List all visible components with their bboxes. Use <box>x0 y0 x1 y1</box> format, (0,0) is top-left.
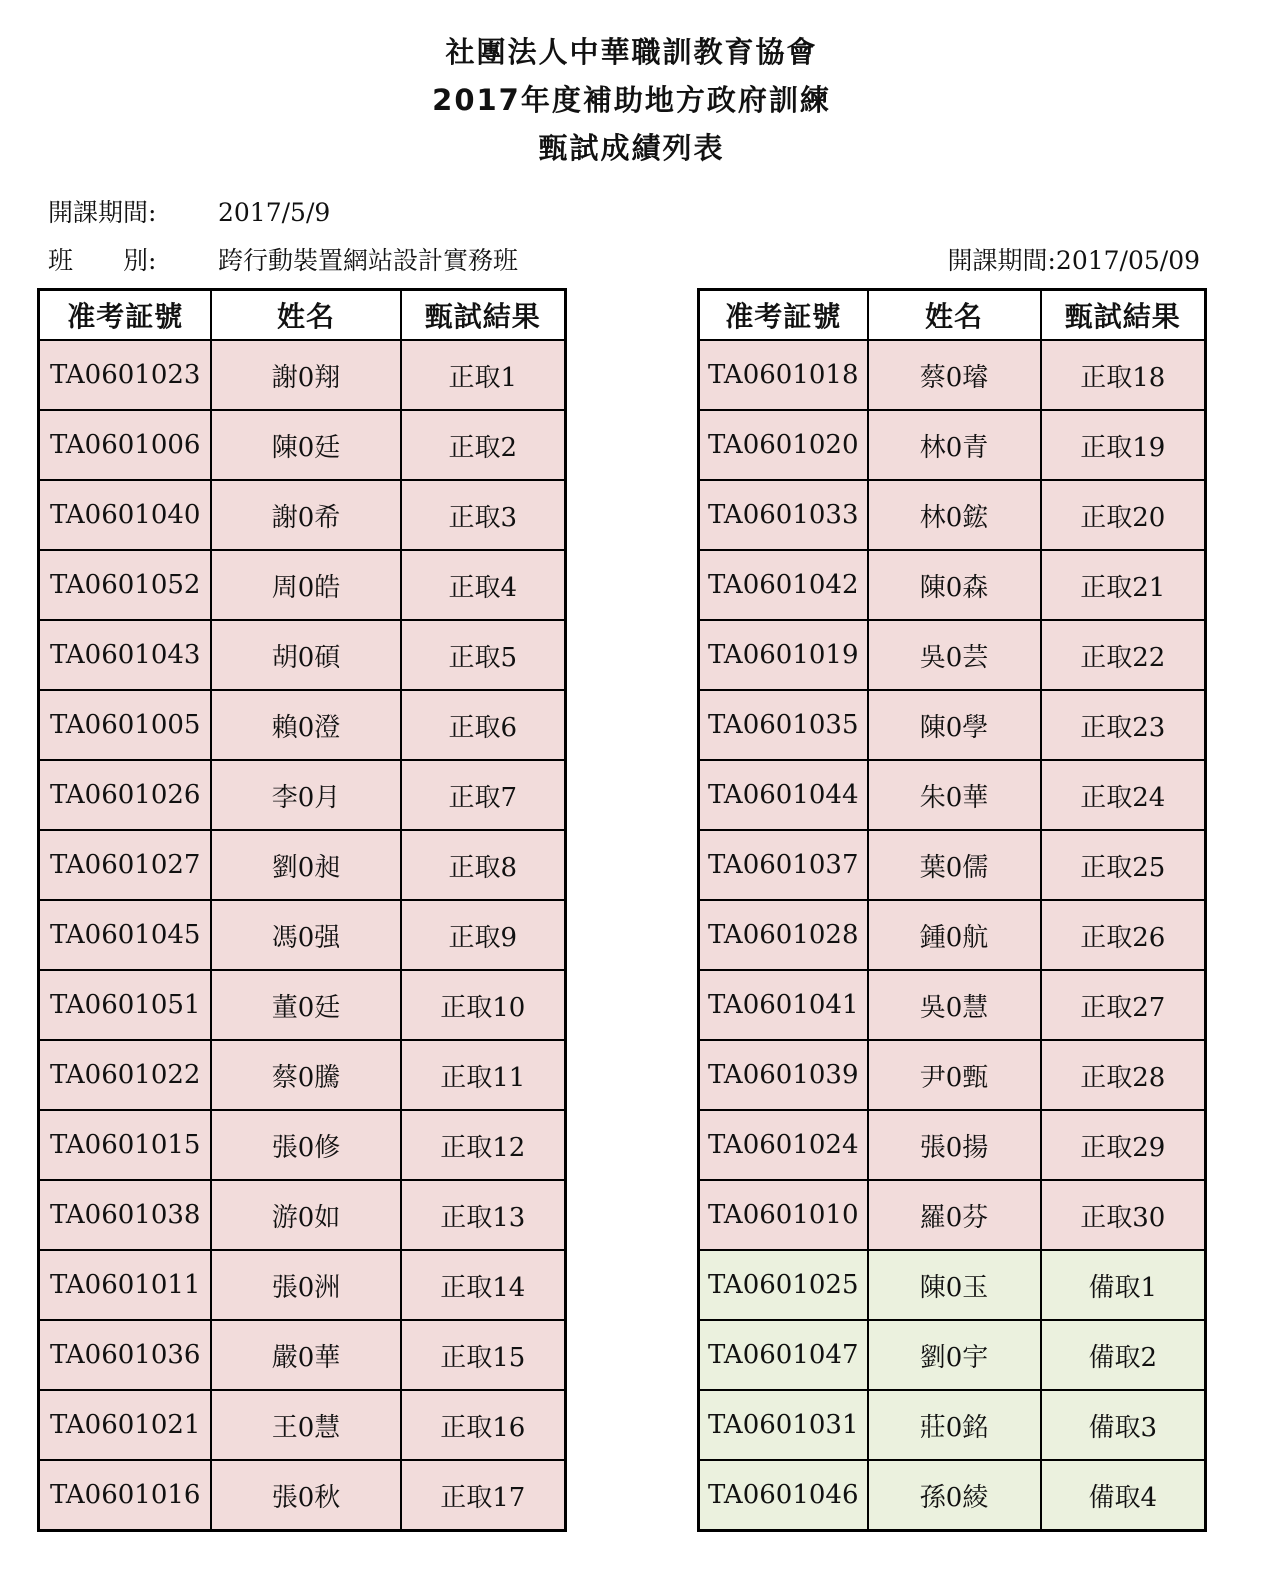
name-cell: 謝0翔 <box>211 340 400 410</box>
table-row <box>699 690 1206 760</box>
name-cell: 陳0玉 <box>868 1250 1041 1320</box>
class-label: 班 別: <box>48 246 157 275</box>
exam-id-cell: TA0601019 <box>699 620 868 690</box>
table-row <box>39 620 566 690</box>
name-cell: 張0洲 <box>211 1250 400 1320</box>
table-row <box>699 1250 1206 1320</box>
result-cell: 正取15 <box>401 1320 566 1390</box>
result-cell: 正取17 <box>401 1460 566 1531</box>
result-cell: 正取8 <box>401 830 566 900</box>
result-cell: 正取29 <box>1041 1110 1206 1180</box>
exam-id-cell: TA0601011 <box>39 1250 212 1320</box>
table-row <box>39 1320 566 1390</box>
title-organization: 社團法人中華職訓教育協會 <box>445 35 818 69</box>
exam-id-cell: TA0601040 <box>39 480 212 550</box>
exam-id-cell: TA0601026 <box>39 760 212 830</box>
table-row <box>699 760 1206 830</box>
result-cell: 正取24 <box>1041 760 1206 830</box>
exam-id-cell: TA0601028 <box>699 900 868 970</box>
name-cell: 游0如 <box>211 1180 400 1250</box>
table-row <box>39 550 566 620</box>
name-cell: 羅0芬 <box>868 1180 1041 1250</box>
name-cell: 謝0希 <box>211 480 400 550</box>
name-cell: 王0慧 <box>211 1390 400 1460</box>
table-row <box>39 1460 566 1531</box>
name-cell: 陳0學 <box>868 690 1041 760</box>
result-cell: 正取22 <box>1041 620 1206 690</box>
table-row <box>699 1040 1206 1110</box>
table-row <box>39 410 566 480</box>
table-row <box>39 1180 566 1250</box>
exam-id-cell: TA0601052 <box>39 550 212 620</box>
name-cell: 嚴0華 <box>211 1320 400 1390</box>
exam-id-cell: TA0601023 <box>39 340 212 410</box>
title-program: 2017年度補助地方政府訓練 <box>432 83 831 117</box>
exam-id-cell: TA0601047 <box>699 1320 868 1390</box>
result-cell: 正取28 <box>1041 1040 1206 1110</box>
exam-id-cell: TA0601024 <box>699 1110 868 1180</box>
exam-id-cell: TA0601010 <box>699 1180 868 1250</box>
result-cell: 正取7 <box>401 760 566 830</box>
result-cell: 正取21 <box>1041 550 1206 620</box>
table-row <box>39 690 566 760</box>
table-row <box>39 970 566 1040</box>
exam-id-cell: TA0601018 <box>699 340 868 410</box>
result-cell: 正取1 <box>401 340 566 410</box>
course-period-right: 開課期間:2017/05/09 <box>947 246 1200 275</box>
exam-id-cell: TA0601036 <box>39 1320 212 1390</box>
result-cell: 正取13 <box>401 1180 566 1250</box>
result-cell: 正取19 <box>1041 410 1206 480</box>
exam-id-cell: TA0601044 <box>699 760 868 830</box>
table-row <box>699 410 1206 480</box>
name-cell: 蔡0璿 <box>868 340 1041 410</box>
exam-id-cell: TA0601035 <box>699 690 868 760</box>
exam-id-cell: TA0601025 <box>699 1250 868 1320</box>
table-row <box>699 1390 1206 1460</box>
document-title <box>0 28 1263 172</box>
result-cell: 正取10 <box>401 970 566 1040</box>
result-cell: 正取16 <box>401 1390 566 1460</box>
table-row <box>699 620 1206 690</box>
exam-id-cell: TA0601022 <box>39 1040 212 1110</box>
column-header-name: 姓名 <box>868 290 1041 341</box>
exam-id-cell: TA0601043 <box>39 620 212 690</box>
result-cell: 正取11 <box>401 1040 566 1110</box>
course-period-label: 開課期間: <box>48 198 157 227</box>
name-cell: 張0修 <box>211 1110 400 1180</box>
results-table-right <box>697 288 1207 1532</box>
result-cell: 正取30 <box>1041 1180 1206 1250</box>
column-header-exam-id: 准考証號 <box>39 290 212 341</box>
name-cell: 張0揚 <box>868 1110 1041 1180</box>
name-cell: 劉0昶 <box>211 830 400 900</box>
exam-id-cell: TA0601041 <box>699 970 868 1040</box>
result-cell: 備取2 <box>1041 1320 1206 1390</box>
result-cell: 正取9 <box>401 900 566 970</box>
table-row <box>699 340 1206 410</box>
result-cell: 正取14 <box>401 1250 566 1320</box>
name-cell: 陳0森 <box>868 550 1041 620</box>
exam-id-cell: TA0601021 <box>39 1390 212 1460</box>
table-row <box>39 1040 566 1110</box>
name-cell: 李0月 <box>211 760 400 830</box>
exam-id-cell: TA0601015 <box>39 1110 212 1180</box>
exam-id-cell: TA0601042 <box>699 550 868 620</box>
name-cell: 林0青 <box>868 410 1041 480</box>
column-header-name: 姓名 <box>211 290 400 341</box>
class-value: 跨行動裝置網站設計實務班 <box>218 246 519 275</box>
table-row <box>699 550 1206 620</box>
course-period-line <box>48 196 330 230</box>
exam-id-cell: TA0601045 <box>39 900 212 970</box>
name-cell: 莊0銘 <box>868 1390 1041 1460</box>
class-line <box>48 244 518 278</box>
table-row <box>39 1390 566 1460</box>
table-row <box>699 830 1206 900</box>
table-row <box>699 900 1206 970</box>
results-table-left-body <box>39 340 566 1531</box>
exam-id-cell: TA0601031 <box>699 1390 868 1460</box>
name-cell: 周0皓 <box>211 550 400 620</box>
result-cell: 正取5 <box>401 620 566 690</box>
name-cell: 吳0芸 <box>868 620 1041 690</box>
exam-id-cell: TA0601038 <box>39 1180 212 1250</box>
exam-id-cell: TA0601039 <box>699 1040 868 1110</box>
result-cell: 備取3 <box>1041 1390 1206 1460</box>
result-cell: 正取18 <box>1041 340 1206 410</box>
table-row <box>699 970 1206 1040</box>
name-cell: 劉0宇 <box>868 1320 1041 1390</box>
name-cell: 尹0甄 <box>868 1040 1041 1110</box>
result-cell: 正取12 <box>401 1110 566 1180</box>
column-header-result: 甄試結果 <box>1041 290 1206 341</box>
exam-id-cell: TA0601005 <box>39 690 212 760</box>
table-row <box>699 1180 1206 1250</box>
table-row <box>39 340 566 410</box>
result-cell: 備取4 <box>1041 1460 1206 1531</box>
result-cell: 正取2 <box>401 410 566 480</box>
column-header-result: 甄試結果 <box>401 290 566 341</box>
table-row <box>39 900 566 970</box>
exam-id-cell: TA0601046 <box>699 1460 868 1531</box>
name-cell: 吳0慧 <box>868 970 1041 1040</box>
table-row <box>699 1320 1206 1390</box>
result-cell: 正取25 <box>1041 830 1206 900</box>
result-cell: 正取20 <box>1041 480 1206 550</box>
result-cell: 正取23 <box>1041 690 1206 760</box>
result-cell: 備取1 <box>1041 1250 1206 1320</box>
name-cell: 陳0廷 <box>211 410 400 480</box>
name-cell: 鍾0航 <box>868 900 1041 970</box>
name-cell: 馮0强 <box>211 900 400 970</box>
exam-id-cell: TA0601037 <box>699 830 868 900</box>
exam-id-cell: TA0601020 <box>699 410 868 480</box>
results-table-left <box>37 288 567 1532</box>
name-cell: 林0鋐 <box>868 480 1041 550</box>
name-cell: 朱0華 <box>868 760 1041 830</box>
table-header-row <box>699 290 1206 341</box>
course-period-value: 2017/5/9 <box>218 198 331 227</box>
exam-id-cell: TA0601051 <box>39 970 212 1040</box>
result-cell: 正取4 <box>401 550 566 620</box>
table-row <box>699 1460 1206 1531</box>
table-header-row <box>39 290 566 341</box>
name-cell: 賴0澄 <box>211 690 400 760</box>
name-cell: 葉0儒 <box>868 830 1041 900</box>
name-cell: 蔡0騰 <box>211 1040 400 1110</box>
table-row <box>39 760 566 830</box>
result-cell: 正取26 <box>1041 900 1206 970</box>
title-list-name: 甄試成績列表 <box>538 131 725 165</box>
exam-id-cell: TA0601006 <box>39 410 212 480</box>
column-header-exam-id: 准考証號 <box>699 290 868 341</box>
name-cell: 董0廷 <box>211 970 400 1040</box>
table-row <box>39 1250 566 1320</box>
exam-id-cell: TA0601033 <box>699 480 868 550</box>
table-row <box>39 480 566 550</box>
table-row <box>699 1110 1206 1180</box>
table-row <box>39 830 566 900</box>
table-row <box>39 1110 566 1180</box>
results-table-right-body <box>699 340 1206 1531</box>
exam-id-cell: TA0601016 <box>39 1460 212 1531</box>
result-cell: 正取3 <box>401 480 566 550</box>
result-cell: 正取27 <box>1041 970 1206 1040</box>
name-cell: 張0秋 <box>211 1460 400 1531</box>
name-cell: 孫0綾 <box>868 1460 1041 1531</box>
table-row <box>699 480 1206 550</box>
name-cell: 胡0碩 <box>211 620 400 690</box>
result-cell: 正取6 <box>401 690 566 760</box>
exam-id-cell: TA0601027 <box>39 830 212 900</box>
